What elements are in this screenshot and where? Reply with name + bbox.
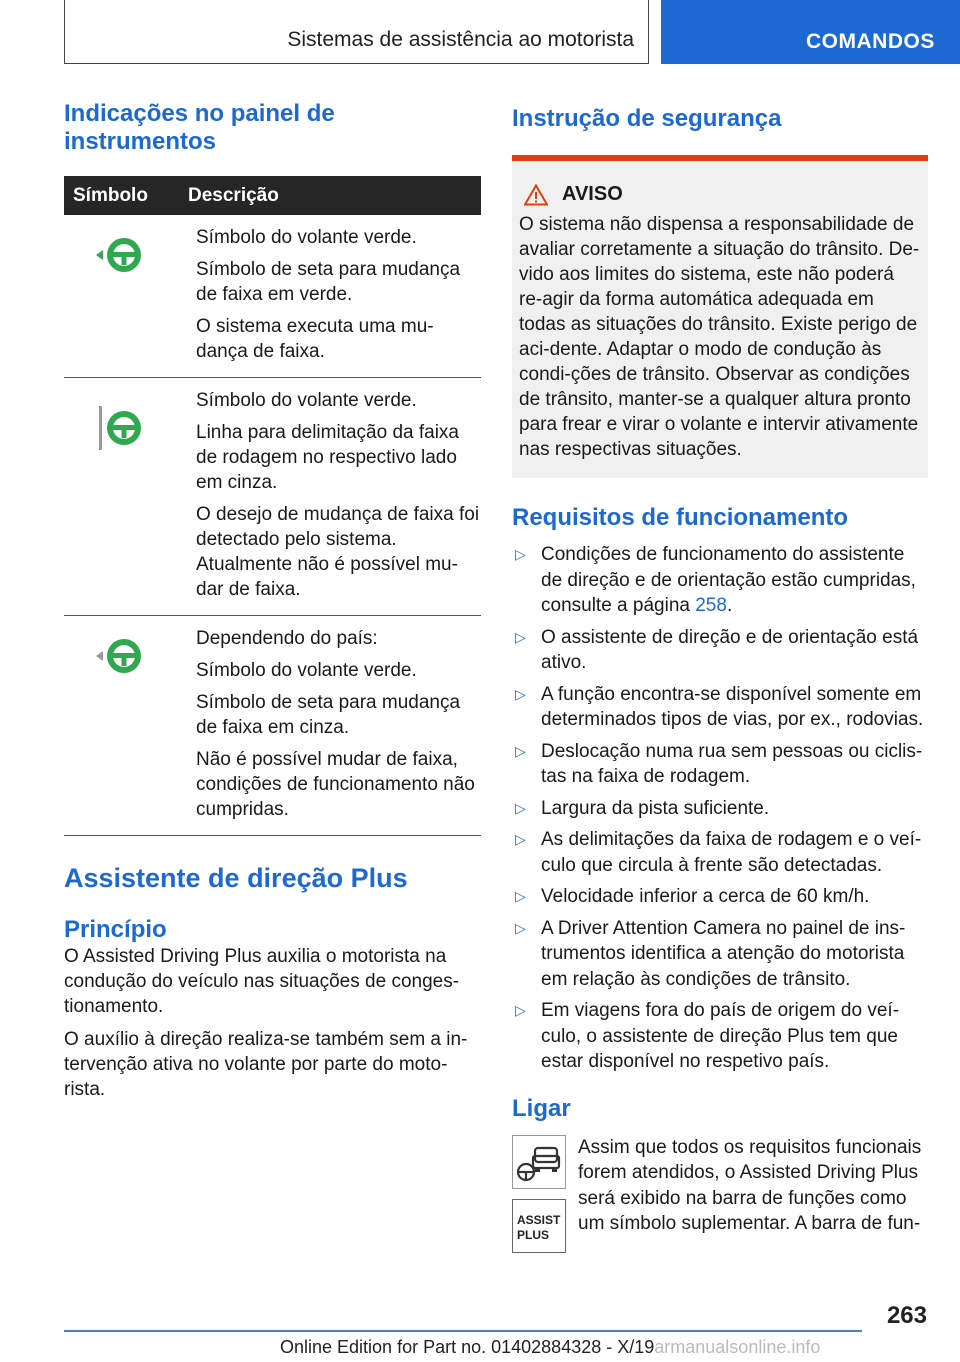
list-item-text: Largura da pista suficiente. [541, 797, 770, 819]
warning-triangle-icon [524, 184, 548, 206]
list-item [512, 916, 928, 993]
table-cell-symbol [64, 626, 196, 822]
safety-title: Instrução de segurança [512, 105, 782, 132]
table-header-symbol: Símbolo [73, 184, 148, 206]
assist-plus-label: ASSIST PLUS [517, 1212, 561, 1242]
assist-plus-button-icon [512, 1199, 566, 1253]
assisted-driving-icon [512, 1135, 566, 1189]
list-item-text: Condições de funcionamento do assistente de direção e de orientação estão cumpridas, consulte a página [541, 544, 916, 616]
description-line: Não é possível mudar de faixa, condições de funcionamento não cumpridas. [196, 749, 475, 820]
list-item [512, 625, 928, 676]
footer-watermark: armanualsonline.info [654, 1337, 821, 1357]
bullet-icon: ▷ [515, 799, 526, 816]
list-item-text: Velocidade inferior a cerca de 60 km/h. [541, 886, 870, 907]
warning-heading [519, 183, 921, 206]
bullet-icon: ▷ [515, 685, 526, 702]
ligar-text: Assim que todos os requisitos funcionais forem atendidos, o Assisted Driving Plus será exibido na barra de funções como um símbolo suplementar. A barra de fun- [578, 1136, 922, 1234]
table-row [64, 215, 481, 378]
steering-wheel-lane-line-icon [88, 402, 148, 450]
description-line: Símbolo do volante verde. [196, 660, 417, 681]
table-cell-symbol [64, 388, 196, 602]
list-item-text: As delimitações da faixa de rodagem e o veí-culo que circula à frente são detectadas. [541, 829, 922, 876]
table-cell-description [196, 388, 481, 602]
page-number: 263 [886, 1302, 927, 1329]
header-chapter-title: COMANDOS [806, 30, 935, 53]
warning-text: O sistema não dispensa a responsabilidade de avaliar corretamente a situação do trânsito. De-vido aos limites do sistema, este não poderá re-agir da forma automática adequada em todas as situações do trânsito. Existe perigo de aci-dente. Adaptar o modo de condução às condi-ções de trânsito. Observar as condições de trânsito, manter-se a qualquer altura pronto para frear e virar o volante e intervir ativamente nas respectivas situações. [519, 214, 920, 460]
footer-divider [64, 1330, 862, 1332]
bullet-icon: ▷ [515, 919, 526, 936]
principle-paragraph: O Assisted Driving Plus auxilia o motorista na condução do veículo nas situações de conges-tionamento. [64, 946, 460, 1017]
ligar-icons [512, 1135, 568, 1263]
list-item-text-end: . [726, 595, 733, 616]
header-section-tab [64, 0, 649, 64]
table-cell-symbol [64, 225, 196, 364]
right-column [512, 100, 928, 1263]
assistant-title: Assistente de direção Plus [64, 863, 408, 893]
footer-edition-text: Online Edition for Part no. 01402884328 - X/19 [280, 1337, 655, 1357]
principle-paragraph: O auxílio à direção realiza-se também sem a in-tervenção ativa no volante por parte do moto-rista. [64, 1029, 468, 1100]
description-line: Símbolo de seta para mudança de faixa em cinza. [196, 692, 461, 738]
description-line: O sistema executa uma mu-dança de faixa. [196, 316, 434, 362]
list-item-text: Deslocação numa rua sem pessoas ou ciclis-tas na faixa de rodagem. [541, 740, 923, 787]
list-item-text: A função encontra-se disponível somente em determinados tipos de vias, por ex., rodovias. [541, 683, 924, 730]
list-item [512, 796, 928, 822]
bullet-icon: ▷ [515, 628, 526, 645]
list-item [512, 542, 928, 619]
list-item [512, 682, 928, 733]
car-steering-icon [513, 1136, 565, 1188]
description-line: Linha para delimitação da faixa de rodagem no respectivo lado em cinza. [196, 422, 460, 493]
table-cell-description [196, 626, 481, 822]
list-item [512, 827, 928, 878]
left-column [64, 100, 481, 1110]
description-line: Símbolo do volante verde. [196, 227, 417, 248]
ligar-block [512, 1135, 928, 1263]
bullet-icon: ▷ [515, 831, 526, 847]
steering-wheel-gray-arrow-icon [88, 636, 148, 676]
principle-title: Princípio [64, 916, 167, 943]
description-line: Símbolo de seta para mudança de faixa em verde. [196, 259, 461, 305]
ligar-title: Ligar [512, 1094, 571, 1122]
steering-wheel-lane-change-icon [88, 235, 148, 275]
header-chapter-tab [661, 0, 960, 64]
list-item-text: Em viagens fora do país de origem do veí-culo, o assistente de direção Plus tem que estar disponível no respetivo país. [541, 1000, 900, 1072]
table-cell-description [196, 225, 481, 364]
list-item [512, 739, 928, 790]
table-header [64, 176, 481, 215]
bullet-icon: ▷ [515, 888, 526, 904]
requirements-list [512, 542, 928, 1075]
warning-label: AVISO [562, 183, 623, 205]
list-item-text: O assistente de direção e de orientação está ativo. [541, 626, 919, 673]
table-header-description: Descrição [188, 184, 279, 206]
footer-edition [280, 1337, 820, 1358]
page-link[interactable]: 258 [695, 595, 727, 616]
description-line: Dependendo do país: [196, 628, 378, 649]
list-item-text: A Driver Attention Camera no painel de ins-trumentos identifica a atenção do motorista em relação às condições de trânsito. [541, 917, 906, 990]
warning-box [512, 155, 928, 478]
table-row [64, 616, 481, 836]
header-section-title: Sistemas de assistência ao motorista [287, 28, 634, 51]
indications-title: Indicações no painel de instrumentos [64, 100, 335, 155]
bullet-icon: ▷ [515, 742, 526, 759]
table-row [64, 378, 481, 616]
bullet-icon: ▷ [515, 546, 526, 562]
description-line: O desejo de mudança de faixa foi detectado pelo sistema. Atualmente não é possível mu-dar de faixa. [196, 504, 480, 600]
list-item [512, 998, 928, 1075]
requirements-title: Requisitos de funcionamento [512, 504, 849, 531]
list-item [512, 884, 928, 910]
bullet-icon: ▷ [515, 1002, 526, 1018]
description-line: Símbolo do volante verde. [196, 390, 417, 411]
